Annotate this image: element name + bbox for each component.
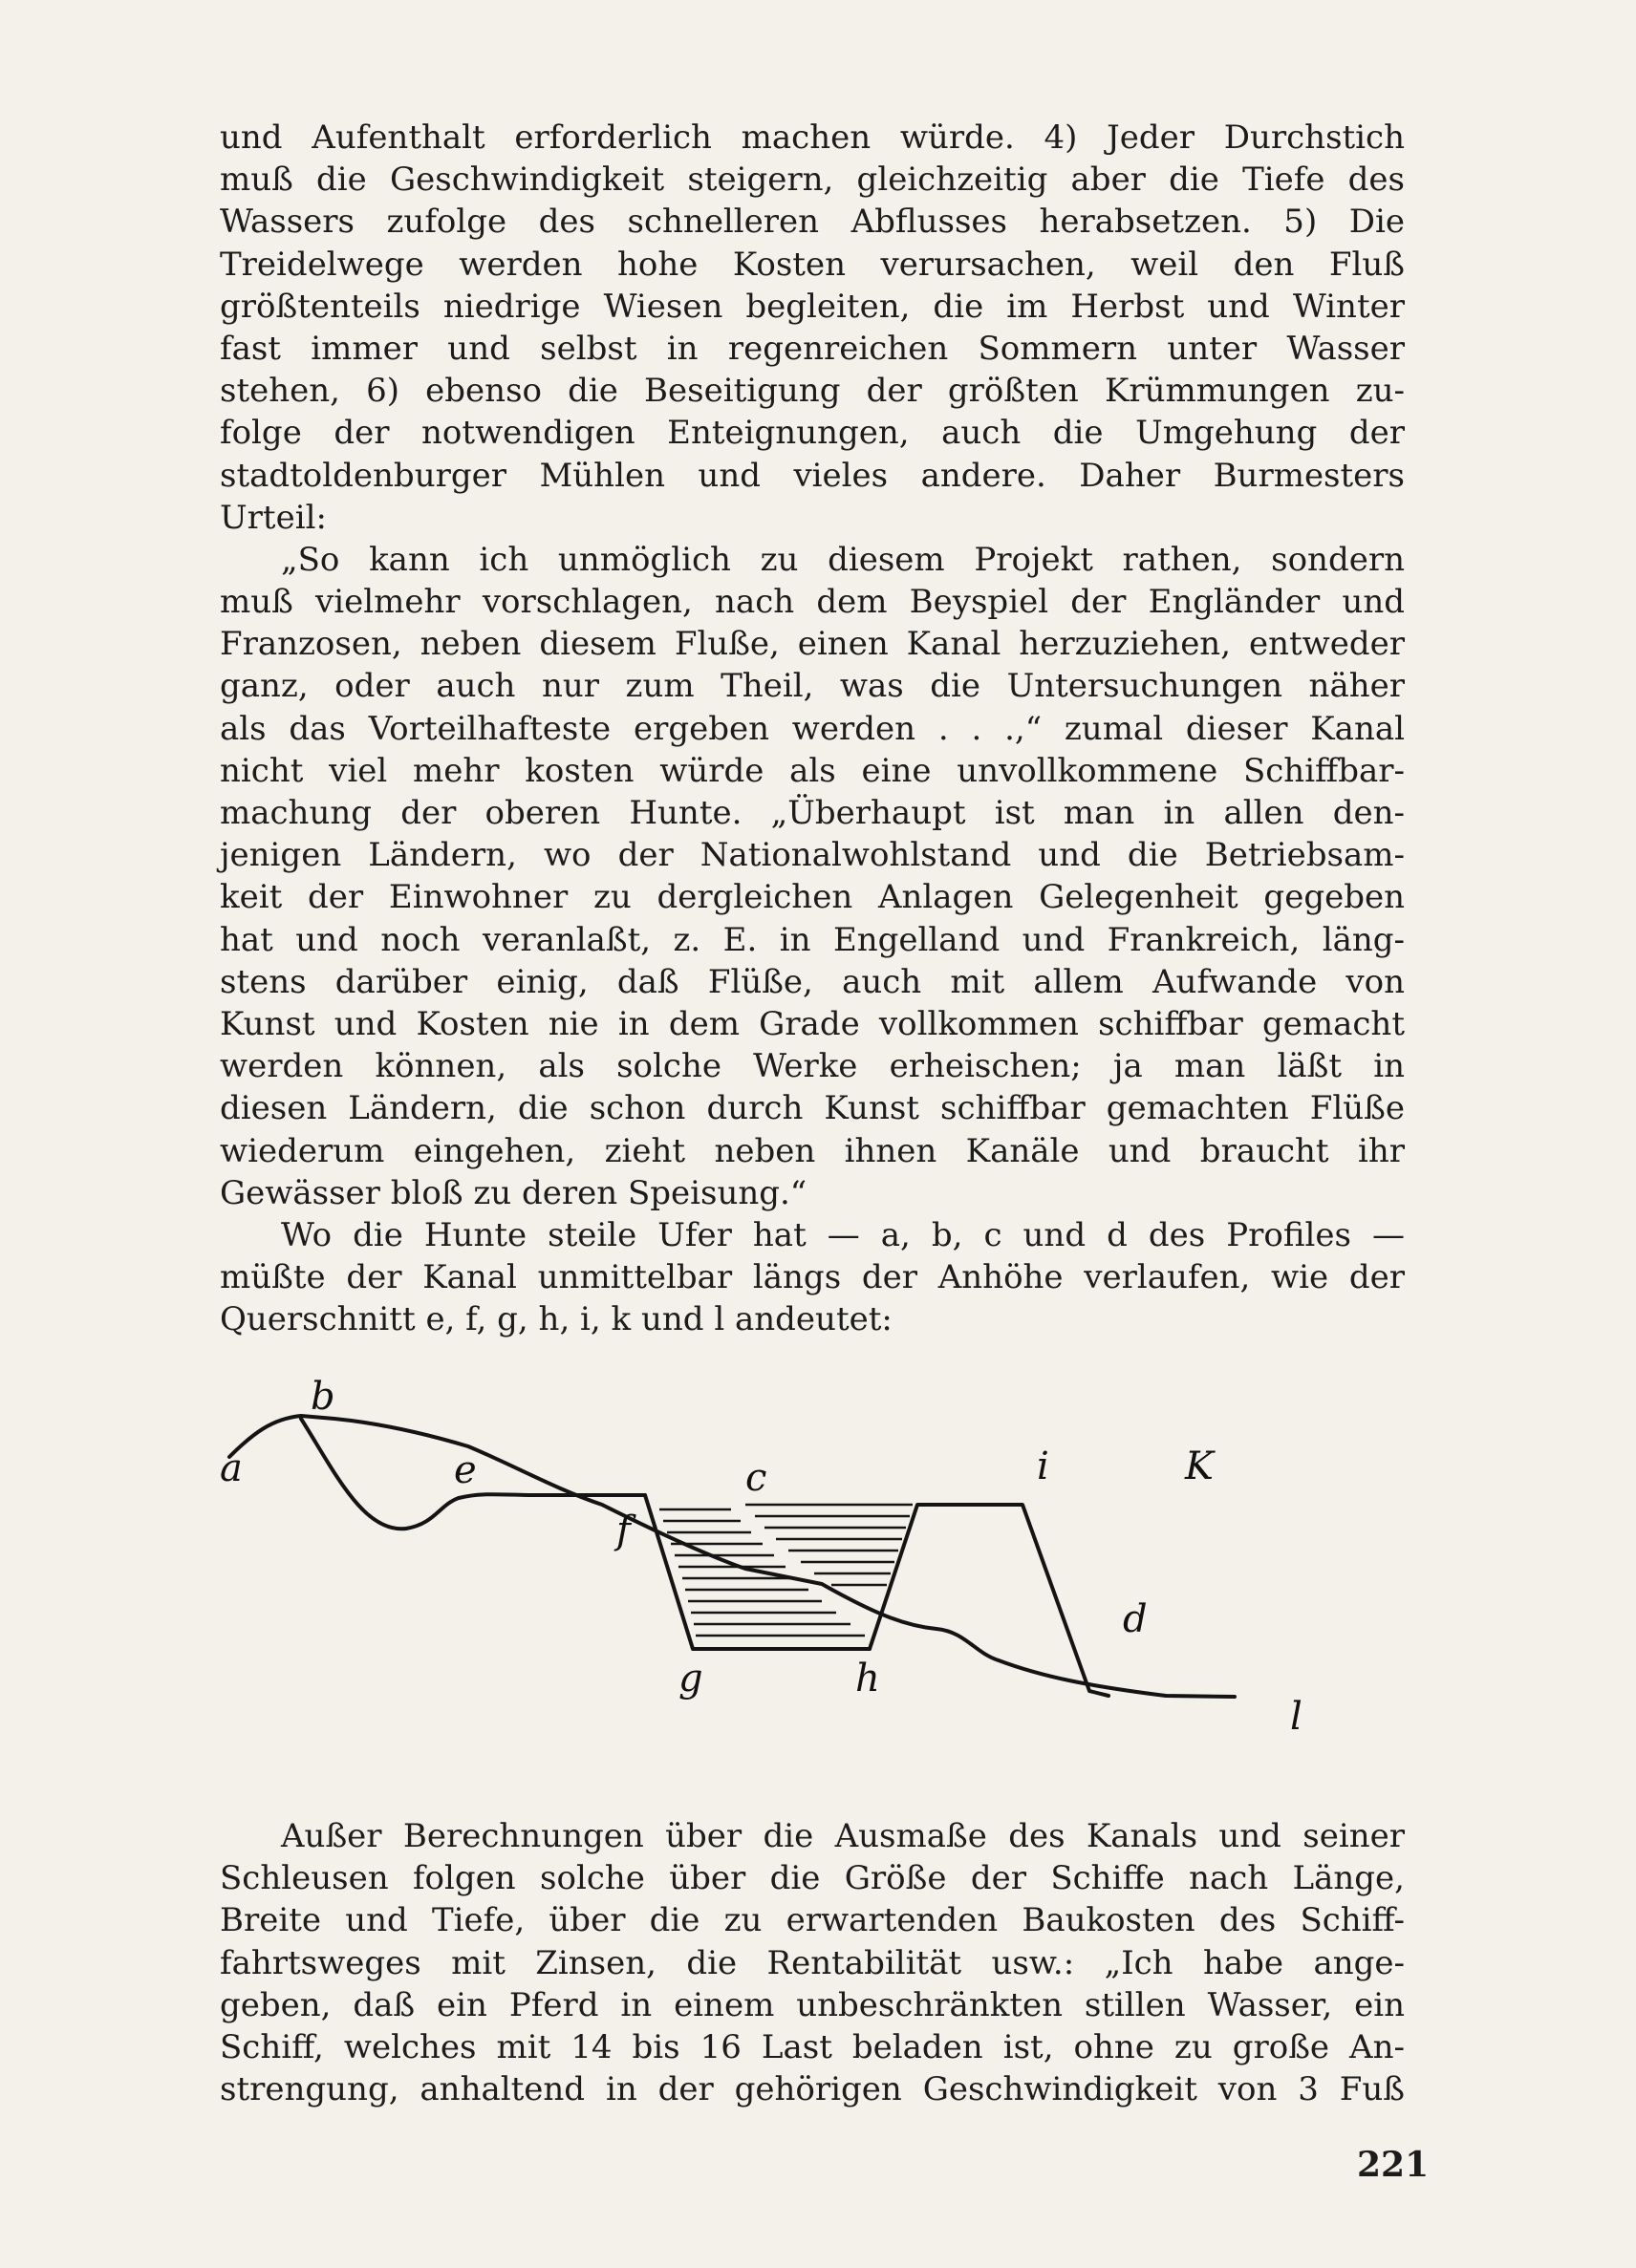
text-line: stehen, 6) ebenso die Beseitigung der größten Krümmungen zu- — [220, 372, 1405, 411]
quote-line: machung der oberen Hunte. „Überhaupt ist man in allen den- — [220, 794, 1405, 832]
text-line: Breite und Tiefe, über die zu erwartenden Baukosten des Schiff- — [220, 1901, 1405, 1940]
canal-cross-section-figure — [210, 1366, 1424, 1777]
text-line: Schiff, welches mit 14 bis 16 Last beladen ist, ohne zu große An- — [220, 2027, 1405, 2066]
label-g: g — [678, 1657, 703, 1701]
quote-line: diesen Ländern, die schon durch Kunst schiffbar gemachten Flüße — [220, 1089, 1405, 1128]
quote-line: als das Vorteilhafteste ergeben werden . . .,“ zumal dieser Kanal — [220, 709, 1405, 748]
text-line: Wassers zufolge des schnelleren Abflusses herabsetzen. 5) Die — [220, 203, 1405, 242]
text-line: Außer Berechnungen über die Ausmaße des Kanals und seiner — [281, 1817, 1405, 1855]
text-line: müßte der Kanal unmittelbar längs der Anhöhe verlaufen, wie der — [220, 1258, 1405, 1297]
quote-line: Kunst und Kosten nie in dem Grade vollkommen schiffbar gemacht — [220, 1004, 1405, 1043]
quote-line: ganz, oder auch nur zum Theil, was die Untersuchungen näher — [220, 667, 1405, 706]
quote-line: nicht viel mehr kosten würde als eine unvollkommene Schiffbar- — [220, 751, 1405, 790]
canal-left-bank — [459, 1494, 645, 1498]
label-e: e — [454, 1448, 477, 1492]
quote-line: Gewässer bloß zu deren Speisung.“ — [220, 1173, 807, 1212]
quote-line: werden können, als solche Werke erheischen; ja man läßt in — [220, 1047, 1405, 1086]
text-line: folge der notwendigen Enteignungen, auch die Umgehung der — [220, 414, 1405, 453]
quote-line: muß vielmehr vorschlagen, nach dem Beyspiel der Engländer und — [220, 583, 1405, 622]
text-line: fahrtsweges mit Zinsen, die Rentabilität usw.: „Ich habe ange- — [220, 1943, 1405, 1982]
label-l: l — [1290, 1695, 1302, 1739]
canal-right-bank — [870, 1505, 1109, 1696]
label-k: K — [1185, 1444, 1214, 1488]
label-h: h — [855, 1657, 880, 1701]
text-line: Treidelwege werden hohe Kosten verursachen, weil den Fluß — [220, 245, 1405, 284]
quote-line: Franzosen, neben diesem Fluße, einen Kanal herzuziehen, entweder — [220, 625, 1405, 664]
upper-text-block — [220, 117, 1405, 1340]
label-b: b — [311, 1375, 335, 1419]
text-line: größtenteils niedrige Wiesen begleiten, die im Herbst und Winter — [220, 287, 1405, 326]
label-f: f — [616, 1508, 631, 1552]
text-line: Schleusen folgen solche über die Größe der Schiffe nach Länge, — [220, 1859, 1405, 1898]
quote-line: hat und noch veranlaßt, z. E. in Engelland und Frankreich, läng- — [220, 920, 1405, 959]
text-line: und Aufenthalt erforderlich machen würde. 4) Jeder Durchstich — [220, 118, 1405, 157]
text-line: Wo die Hunte steile Ufer hat — a, b, c und d des Profiles — — [281, 1215, 1405, 1254]
text-line: geben, daß ein Pferd in einem unbeschränkten stillen Wasser, ein — [220, 1985, 1405, 2024]
text-line: Querschnitt e, f, g, h, i, k und l andeutet: — [220, 1300, 893, 1339]
text-line: fast immer und selbst in regenreichen Sommern unter Wasser — [220, 329, 1405, 368]
quote-line: keit der Einwohner zu dergleichen Anlagen Gelegenheit gegeben — [220, 878, 1405, 917]
label-a: a — [220, 1446, 243, 1490]
quote-line: „So kann ich unmöglich zu diesem Projekt rathen, sondern — [281, 540, 1405, 579]
page-number: 221 — [1357, 2145, 1430, 2185]
text-line: muß die Geschwindigkeit steigern, gleichzeitig aber die Tiefe des — [220, 160, 1405, 200]
quote-line: stens darüber einig, daß Flüße, auch mit allem Aufwande von — [220, 962, 1405, 1001]
lower-text-block — [220, 1815, 1405, 2110]
label-i: i — [1037, 1444, 1049, 1488]
water-hatching — [659, 1505, 913, 1636]
label-c: c — [745, 1456, 767, 1500]
quote-line: wiederum eingehen, zieht neben ihnen Kanäle und braucht ihr — [220, 1131, 1405, 1170]
label-d: d — [1123, 1597, 1148, 1641]
text-line: stadtoldenburger Mühlen und vieles andere. Daher Burmesters — [220, 456, 1405, 495]
quote-line: jenigen Ländern, wo der Nationalwohlstand und die Betriebsam- — [220, 836, 1405, 875]
text-line: Urteil: — [220, 498, 327, 537]
text-line: strengung, anhaltend in der gehörigen Geschwindigkeit von 3 Fuß — [220, 2070, 1405, 2109]
